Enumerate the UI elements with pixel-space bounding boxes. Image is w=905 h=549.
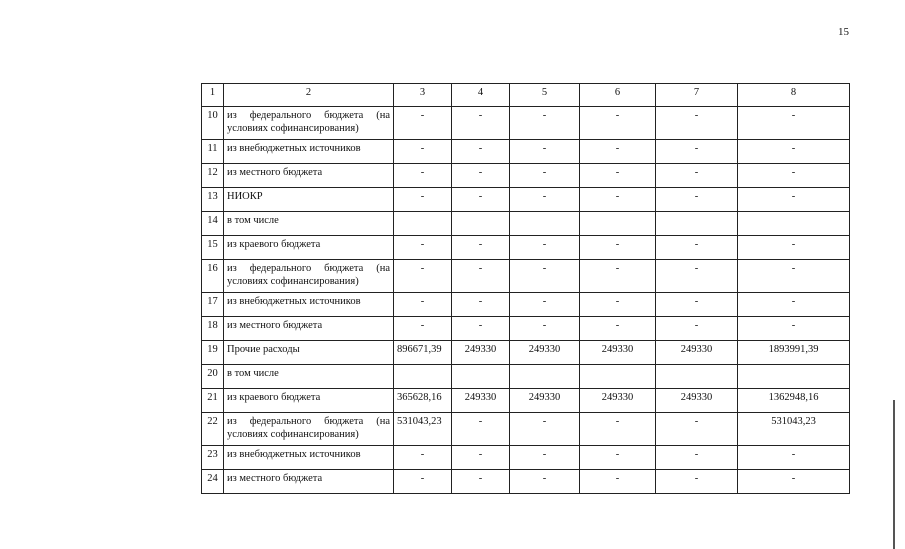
value-cell: - (656, 107, 738, 140)
value-cell: 249330 (656, 389, 738, 413)
value-cell: - (656, 164, 738, 188)
value-cell: - (738, 260, 850, 293)
table-body (202, 84, 850, 494)
value-cell: - (452, 260, 510, 293)
value-cell: - (656, 140, 738, 164)
column-header: 5 (510, 84, 580, 107)
value-cell: - (656, 446, 738, 470)
value-cell (510, 212, 580, 236)
value-cell (656, 212, 738, 236)
value-cell: 365628,16 (394, 389, 452, 413)
value-cell (452, 365, 510, 389)
value-cell: - (394, 470, 452, 494)
row-number: 12 (202, 164, 224, 188)
row-label: из местного бюджета (224, 317, 394, 341)
value-cell: - (580, 236, 656, 260)
table-row (202, 293, 850, 317)
value-cell: - (452, 107, 510, 140)
value-cell: - (452, 188, 510, 212)
table-row (202, 446, 850, 470)
value-cell: - (656, 236, 738, 260)
row-number: 24 (202, 470, 224, 494)
row-number: 20 (202, 365, 224, 389)
table-row (202, 107, 850, 140)
value-cell: - (738, 188, 850, 212)
value-cell: - (510, 260, 580, 293)
value-cell: - (580, 188, 656, 212)
value-cell: 249330 (452, 341, 510, 365)
column-header: 7 (656, 84, 738, 107)
value-cell: - (510, 470, 580, 494)
value-cell: 1362948,16 (738, 389, 850, 413)
value-cell: 1893991,39 (738, 341, 850, 365)
value-cell: - (394, 293, 452, 317)
value-cell (656, 365, 738, 389)
value-cell: - (510, 164, 580, 188)
row-label: из местного бюджета (224, 164, 394, 188)
row-label: из местного бюджета (224, 470, 394, 494)
value-cell: 249330 (580, 341, 656, 365)
value-cell: - (738, 236, 850, 260)
budget-table (201, 83, 850, 494)
value-cell: - (580, 413, 656, 446)
value-cell: - (656, 293, 738, 317)
table-row (202, 212, 850, 236)
value-cell: 249330 (452, 389, 510, 413)
page-number: 15 (838, 26, 849, 38)
value-cell: - (510, 317, 580, 341)
value-cell: - (394, 140, 452, 164)
value-cell: - (510, 236, 580, 260)
value-cell: - (580, 446, 656, 470)
table-row (202, 260, 850, 293)
value-cell: - (580, 260, 656, 293)
value-cell: - (510, 293, 580, 317)
value-cell: - (452, 293, 510, 317)
column-header: 3 (394, 84, 452, 107)
column-header: 4 (452, 84, 510, 107)
scan-edge-line (893, 400, 895, 549)
row-label: в том числе (224, 365, 394, 389)
value-cell: - (656, 188, 738, 212)
value-cell: - (394, 188, 452, 212)
table-row (202, 140, 850, 164)
row-label: из федерального бюджета (на условиях софинансирования) (224, 260, 394, 293)
table-row (202, 341, 850, 365)
table-row (202, 389, 850, 413)
row-number: 16 (202, 260, 224, 293)
value-cell: - (394, 164, 452, 188)
row-label: из федерального бюджета (на условиях софинансирования) (224, 107, 394, 140)
value-cell: - (738, 446, 850, 470)
value-cell: - (452, 446, 510, 470)
value-cell: - (738, 470, 850, 494)
value-cell: - (510, 188, 580, 212)
value-cell: - (656, 317, 738, 341)
value-cell: - (656, 260, 738, 293)
row-number: 18 (202, 317, 224, 341)
value-cell (580, 212, 656, 236)
value-cell: - (656, 470, 738, 494)
value-cell: - (580, 470, 656, 494)
table-row (202, 236, 850, 260)
value-cell: - (394, 236, 452, 260)
value-cell (394, 365, 452, 389)
value-cell (510, 365, 580, 389)
value-cell (394, 212, 452, 236)
value-cell: 249330 (580, 389, 656, 413)
row-label: из внебюджетных источников (224, 293, 394, 317)
value-cell (738, 212, 850, 236)
row-label: из внебюджетных источников (224, 140, 394, 164)
table-row (202, 365, 850, 389)
value-cell: - (738, 317, 850, 341)
value-cell: - (510, 107, 580, 140)
row-number: 10 (202, 107, 224, 140)
row-number: 23 (202, 446, 224, 470)
value-cell: - (738, 164, 850, 188)
row-number: 13 (202, 188, 224, 212)
value-cell: 896671,39 (394, 341, 452, 365)
value-cell (452, 212, 510, 236)
value-cell: 249330 (510, 389, 580, 413)
value-cell: - (452, 470, 510, 494)
value-cell: 531043,23 (394, 413, 452, 446)
row-number: 11 (202, 140, 224, 164)
table-header-row (202, 84, 850, 107)
value-cell: - (580, 293, 656, 317)
column-header: 2 (224, 84, 394, 107)
row-number: 17 (202, 293, 224, 317)
row-number: 22 (202, 413, 224, 446)
row-label: Прочие расходы (224, 341, 394, 365)
row-label: НИОКР (224, 188, 394, 212)
row-number: 19 (202, 341, 224, 365)
value-cell: - (510, 446, 580, 470)
value-cell: - (580, 164, 656, 188)
value-cell: - (452, 413, 510, 446)
row-label: в том числе (224, 212, 394, 236)
table-row (202, 413, 850, 446)
value-cell: - (738, 107, 850, 140)
value-cell: - (580, 107, 656, 140)
value-cell: 249330 (510, 341, 580, 365)
value-cell: - (452, 317, 510, 341)
value-cell: - (656, 413, 738, 446)
value-cell: - (738, 140, 850, 164)
column-header: 6 (580, 84, 656, 107)
row-label: из федерального бюджета (на условиях софинансирования) (224, 413, 394, 446)
row-number: 21 (202, 389, 224, 413)
value-cell: - (394, 107, 452, 140)
value-cell (580, 365, 656, 389)
value-cell: - (452, 164, 510, 188)
row-label: из краевого бюджета (224, 236, 394, 260)
row-label: из краевого бюджета (224, 389, 394, 413)
value-cell: - (580, 140, 656, 164)
value-cell: 531043,23 (738, 413, 850, 446)
value-cell (738, 365, 850, 389)
column-header: 1 (202, 84, 224, 107)
value-cell: - (510, 140, 580, 164)
value-cell: 249330 (656, 341, 738, 365)
value-cell: - (452, 140, 510, 164)
value-cell: - (394, 317, 452, 341)
table-row (202, 164, 850, 188)
value-cell: - (394, 446, 452, 470)
table-row (202, 470, 850, 494)
row-number: 14 (202, 212, 224, 236)
value-cell: - (738, 293, 850, 317)
row-label: из внебюджетных источников (224, 446, 394, 470)
table-row (202, 188, 850, 212)
value-cell: - (394, 260, 452, 293)
row-number: 15 (202, 236, 224, 260)
value-cell: - (452, 236, 510, 260)
column-header: 8 (738, 84, 850, 107)
value-cell: - (510, 413, 580, 446)
value-cell: - (580, 317, 656, 341)
table-row (202, 317, 850, 341)
